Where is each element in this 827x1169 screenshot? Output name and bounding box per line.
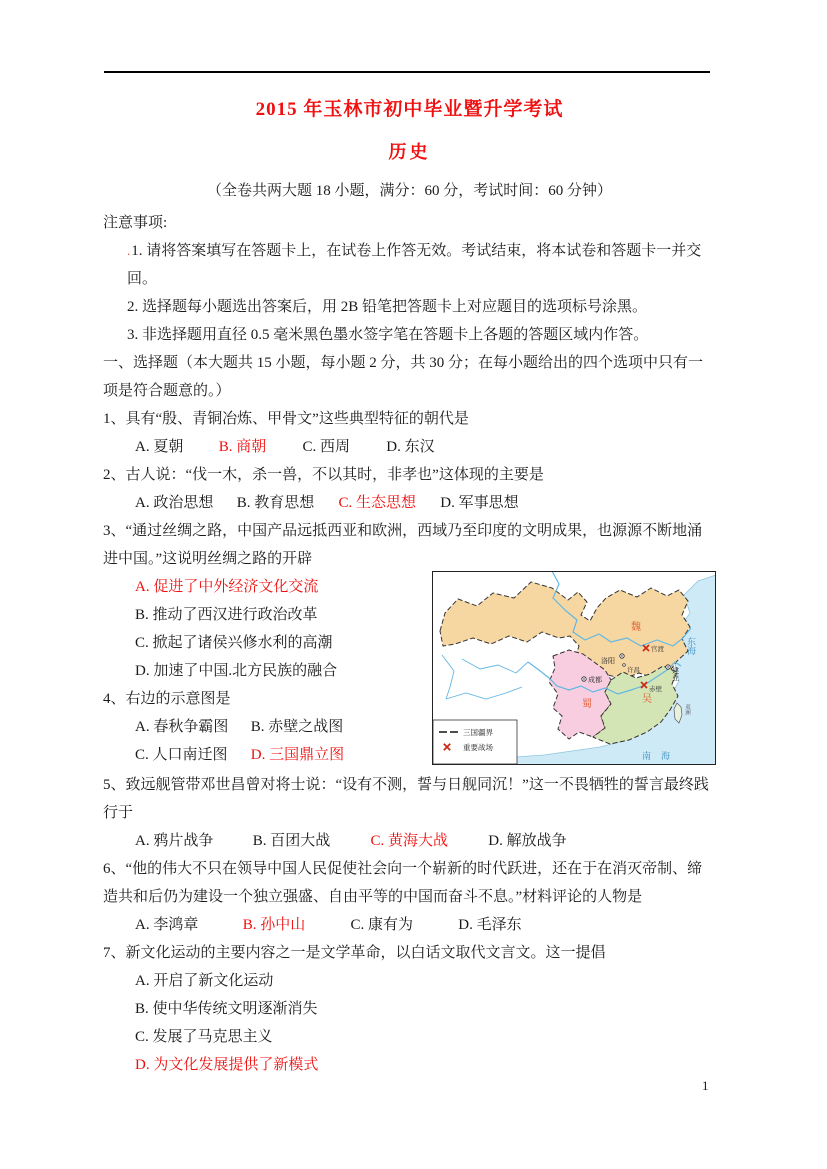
option-d: D. 东汉 xyxy=(386,439,435,455)
option-b: B. 使中华传统文明逐渐消失 xyxy=(135,1001,318,1017)
question-stem: 6、“他的伟大不只在领导中国人民促使社会向一个崭新的时代跃进，还在于在消灭帝制、缔造共和后仍为建设一个独立强盛、自由平等的中国而奋斗不息。”材料评论的人物是 xyxy=(103,861,703,905)
exam-title: 2015 年玉林市初中毕业暨升学考试 xyxy=(255,99,564,120)
question-stem: 4、右边的示意图是 xyxy=(103,691,231,707)
exam-document xyxy=(103,88,716,1079)
option-c: C. 生态思想 xyxy=(338,495,417,511)
map-city-chibi: 赤壁 xyxy=(649,686,662,693)
map-legend-box xyxy=(433,720,517,764)
map-label-south-sea: 南海 xyxy=(642,751,681,761)
options-row xyxy=(103,489,716,517)
question-2 xyxy=(103,461,716,517)
question-stem: 2、古人说：“伐一木，杀一兽，不以其时，非孝也”这体现的主要是 xyxy=(103,467,544,483)
option-d: D. 为文化发展提供了新模式 xyxy=(135,1057,319,1073)
map-label-wei: 魏 xyxy=(631,622,641,633)
map-label-wu: 吴 xyxy=(642,694,652,705)
option-d: D. 加速了中国.北方民族的融合 xyxy=(135,663,338,679)
options-row xyxy=(103,827,716,855)
option-c: C. 黄海大战 xyxy=(370,833,449,849)
option-b: B. 孙中山 xyxy=(242,917,306,933)
question-1 xyxy=(103,405,716,461)
options-row xyxy=(103,741,429,769)
stray-mark: . xyxy=(127,243,131,258)
legend-battlefield-label: 重要战场 xyxy=(463,743,493,752)
legend-boundary-label: 三国疆界 xyxy=(463,728,493,737)
question-stem: 1、具有“殷、青铜冶炼、甲骨文”这些典型特征的朝代是 xyxy=(103,411,469,427)
exam-subject: 历史 xyxy=(388,142,431,162)
question-6 xyxy=(103,855,716,939)
notice-item xyxy=(103,321,716,349)
option-d: D. 解放战争 xyxy=(488,833,567,849)
notice-item xyxy=(103,237,716,293)
map-city-luoyang: 洛阳 xyxy=(601,658,615,665)
option-b: B. 商朝 xyxy=(218,439,267,455)
page-number: 1 xyxy=(702,1078,709,1093)
option-c: C. 掀起了诸侯兴修水利的高潮 xyxy=(135,635,333,651)
option-a: A. 开启了新文化运动 xyxy=(135,973,274,989)
section-heading: 一、选择题（本大题共 15 小题，每小题 2 分，共 30 分；在每小题给出的四个选项中只有一项是符合题意的。） xyxy=(103,355,704,399)
option-b: B. 百团大战 xyxy=(252,833,331,849)
option-d: D. 毛泽东 xyxy=(458,917,522,933)
option-c: C. 西周 xyxy=(302,439,351,455)
option-c: C. 发展了马克思主义 xyxy=(135,1029,273,1045)
map-label-shu: 蜀 xyxy=(582,699,592,710)
option-a: A. 促进了中外经济文化交流 xyxy=(135,579,319,595)
notices-heading: 注意事项: xyxy=(103,215,168,231)
option-a: A. 李鸿章 xyxy=(135,917,199,933)
capital-dot-luoyang xyxy=(621,655,622,656)
capital-dot-jianye xyxy=(667,666,668,667)
options-row xyxy=(103,713,429,741)
question-3 xyxy=(103,517,716,573)
option-c: C. 康有为 xyxy=(350,917,414,933)
map-island-label: 夷洲 xyxy=(684,704,690,715)
option-b: B. 赤壁之战图 xyxy=(250,719,344,735)
question-7 xyxy=(103,939,716,1079)
header-rule xyxy=(104,71,710,73)
option-d: D. 三国鼎立图 xyxy=(250,747,345,763)
notice-text: 3. 非选择题用直径 0.5 毫米黑色墨水签字笔在答题卡上各题的答题区域内作答。 xyxy=(127,327,649,343)
option-a: A. 春秋争霸图 xyxy=(135,719,229,735)
option-b: B. 推动了西汉进行政治改革 xyxy=(135,607,318,623)
question-5 xyxy=(103,771,716,855)
option-a: A. 鸦片战争 xyxy=(135,833,214,849)
option-b: B. 教育思想 xyxy=(236,495,315,511)
map-city-jianye: 建业 xyxy=(671,667,679,681)
option-c: C. 人口南迁图 xyxy=(135,747,228,763)
map-city-chengdu: 成都 xyxy=(588,677,602,684)
options-row xyxy=(103,911,716,939)
question-stem: 5、致远舰管带邓世昌曾对将士说：“设有不测，誓与日舰同沉！”这一不畏牺牲的誓言最终践行于 xyxy=(103,777,709,821)
map-city-guandu: 官渡 xyxy=(651,646,664,653)
capital-dot-chengdu xyxy=(583,678,584,679)
notice-text: 2. 选择题每小题选出答案后，用 2B 铅笔把答题卡上对应题目的选项标号涂黑。 xyxy=(127,299,648,315)
map-label-east-sea: 东海 xyxy=(686,637,696,655)
question-3-4-block xyxy=(103,573,716,771)
question-3-options xyxy=(103,573,429,685)
option-a: A. 政治思想 xyxy=(135,495,214,511)
question-4 xyxy=(103,685,429,769)
option-a: A. 夏朝 xyxy=(135,439,184,455)
city-marker-xuchang xyxy=(623,664,626,667)
notice-item xyxy=(103,293,716,321)
options-row xyxy=(103,433,716,461)
question-stem: 7、新文化运动的主要内容之一是文学革命，以白话文取代文言文。这一提倡 xyxy=(103,945,606,961)
exam-meta: （全卷共两大题 18 小题，满分：60 分，考试时间：60 分钟） xyxy=(206,183,612,199)
three-kingdoms-map xyxy=(432,571,716,765)
option-d: D. 军事思想 xyxy=(440,495,519,511)
question-stem: 3、“通过丝绸之路，中国产品远抵西亚和欧洲，西域乃至印度的文明成果，也源源不断地涌进中国。”这说明丝绸之路的开辟 xyxy=(103,523,703,567)
map-city-xuchang: 许昌 xyxy=(627,667,640,674)
notice-text: 1. 请将答案填写在答题卡上，在试卷上作答无效。考试结束，将本试卷和答题卡一并交回。 xyxy=(127,243,702,287)
